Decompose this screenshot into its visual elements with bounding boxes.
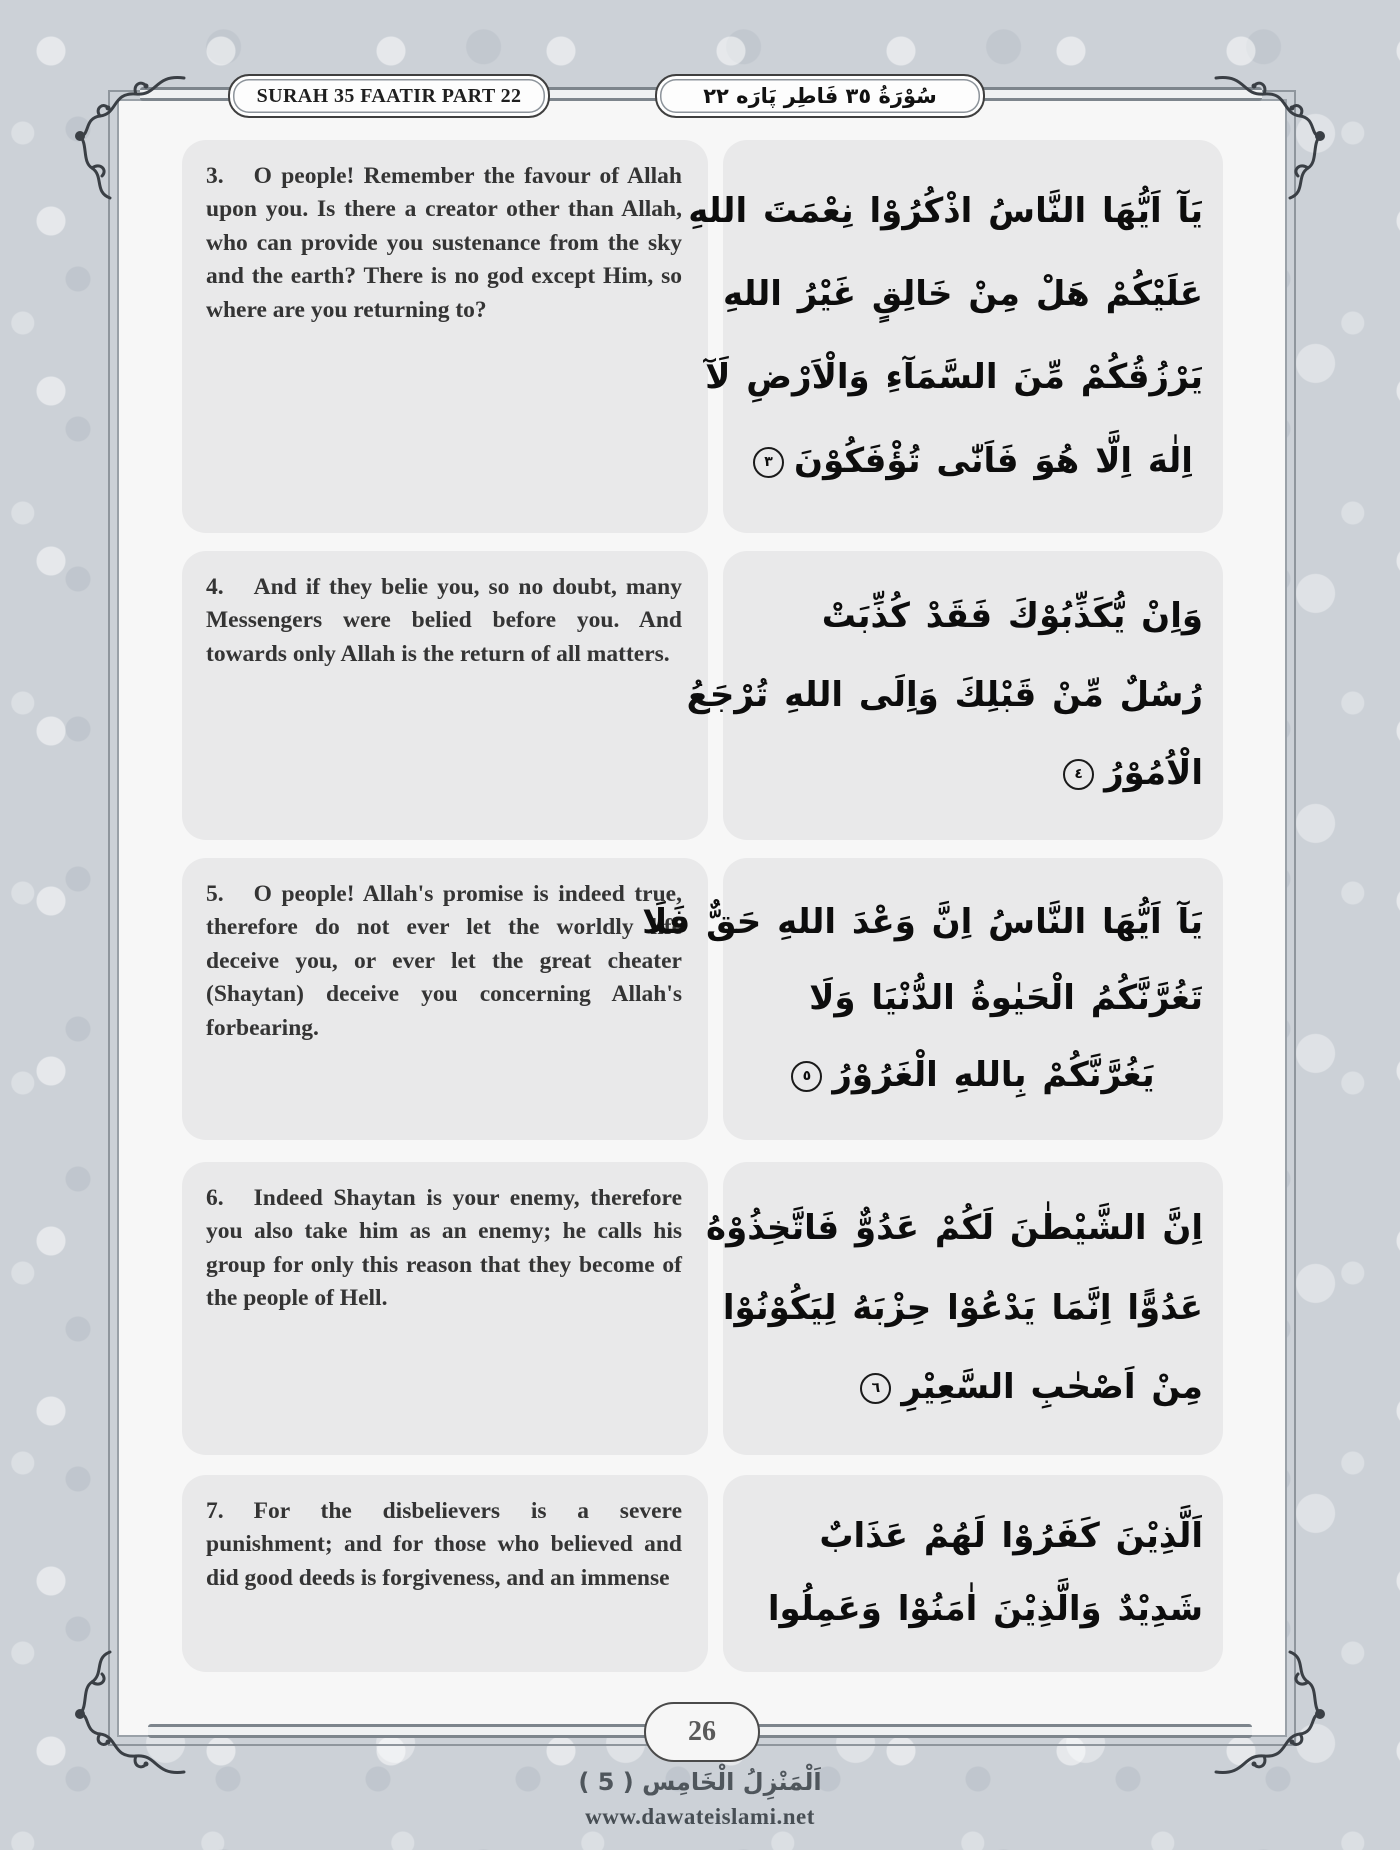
ayah-end-marker: ٣ [753,447,784,478]
arabic-verse-line: يَرْزُقُكُمْ مِّنَ السَّمَآءِ وَالْاَرْضِ لَآ [705,357,1203,398]
ayah-end-marker: ٤ [1063,759,1094,790]
arabic-verse-line: يَغُرَّنَّكُمْ بِاللهِ الْغَرُوْرُ٥ [743,1058,1203,1094]
english-verse-block-4 [182,551,708,840]
header-title-english: SURAH 35 FAATIR PART 22 [228,74,550,118]
arabic-verse-line: رُسُلٌ مِّنْ قَبْلِكَ وَاِلَى اللهِ تُرْجَعُ [686,674,1203,715]
arabic-verse-line: تَغُرَّنَّكُمُ الْحَيٰوةُ الدُّنْيَا وَلَا [809,978,1203,1019]
english-verse-block-6 [182,1162,708,1455]
ayah-end-marker: ٦ [860,1373,891,1404]
arabic-verse-block-7 [723,1475,1223,1672]
verse-number: 7. [206,1498,224,1524]
arabic-verse-line: وَاِنْ يُّكَذِّبُوْكَ فَقَدْ كُذِّبَتْ [821,596,1203,637]
arabic-verse-block-3 [688,140,1223,533]
verse-english-text: 5. O people! Allah's promise is indeed true, therefore do not ever let the worldly life deceive you, or ever let the great cheater (Shaytan) deceive you concerning Allah's forbearing. [206,881,682,1041]
arabic-verse-line: اِلٰهَ اِلَّا هُوَ فَاَنّٰى تُؤْفَكُوْنَ٣ [743,444,1203,480]
arabic-verse-block-5 [642,858,1223,1140]
arabic-verse-block-6 [706,1162,1223,1455]
corner-flourish-top-left-icon [66,70,191,205]
english-verse-block-3 [182,140,708,533]
arabic-verse-line: مِنْ اَصْحٰبِ السَّعِيْرِ٦ [743,1370,1203,1406]
corner-flourish-bottom-right-icon [1209,1645,1334,1780]
verse-english-text: 4. And if they belie you, so no doubt, many Messengers were belied before you. And towards only Allah is the return of all matters. [206,574,682,667]
arabic-verse-line: اِنَّ الشَّيْطٰنَ لَكُمْ عَدُوٌّ فَاتَّخِذُوْهُ [706,1208,1203,1249]
english-verse-block-7 [182,1475,708,1672]
ayah-end-marker: ٥ [791,1061,822,1092]
corner-flourish-bottom-left-icon [66,1645,191,1780]
verse-english-text: 6. Indeed Shaytan is your enemy, therefore you also take him as an enemy; he calls his group for only this reason that they become of the people of Hell. [206,1185,682,1312]
footer-manzil-arabic: اَلْمَنْزِلُ الْخَامِس ( 5 ) [578,1768,822,1796]
verse-number: 6. [206,1185,224,1211]
arabic-verse-block-4 [686,551,1223,840]
verse-number: 4. [206,574,224,600]
footer-website: www.dawateislami.net [585,1804,815,1829]
arabic-verse-line: عَدُوًّا اِنَّمَا يَدْعُوْا حِزْبَهُ لِيَكُوْنُوْا [722,1287,1203,1328]
arabic-verse-line: شَدِيْدٌ وَالَّذِيْنَ اٰمَنُوْا وَعَمِلُوا [767,1589,1203,1630]
page-number-pill: 26 [644,1702,760,1762]
arabic-verse-line: الْاُمُوْرُ٤ [743,756,1203,792]
arabic-verse-line: يَآ اَيُّهَا النَّاسُ اِنَّ وَعْدَ اللهِ حَقٌّ فَلَا [642,901,1203,942]
verse-english-text: 7. For the disbelievers is a severe punishment; and for those who believed and did good deeds is forgiveness, and an immense [206,1498,682,1591]
arabic-verse-line: يَآ اَيُّهَا النَّاسُ اذْكُرُوْا نِعْمَتَ اللهِ [688,190,1203,231]
arabic-verse-line: عَلَيْكُمْ هَلْ مِنْ خَالِقٍ غَيْرُ اللهِ [722,273,1203,314]
header-title-arabic: سُوْرَةُ ٣٥ فَاطِر پَارَه ٢٢ [655,74,985,118]
verse-number: 3. [206,163,224,189]
corner-flourish-top-right-icon [1209,70,1334,205]
arabic-verse-line: اَلَّذِيْنَ كَفَرُوْا لَهُمْ عَذَابٌ [819,1515,1203,1556]
verse-english-text: 3. O people! Remember the favour of Allah upon you. Is there a creator other than Allah, who can provide you sustenance from the sky and the earth? There is no god except Him, so where are you returning to? [206,163,682,323]
verse-number: 5. [206,881,224,907]
english-verse-block-5 [182,858,708,1140]
